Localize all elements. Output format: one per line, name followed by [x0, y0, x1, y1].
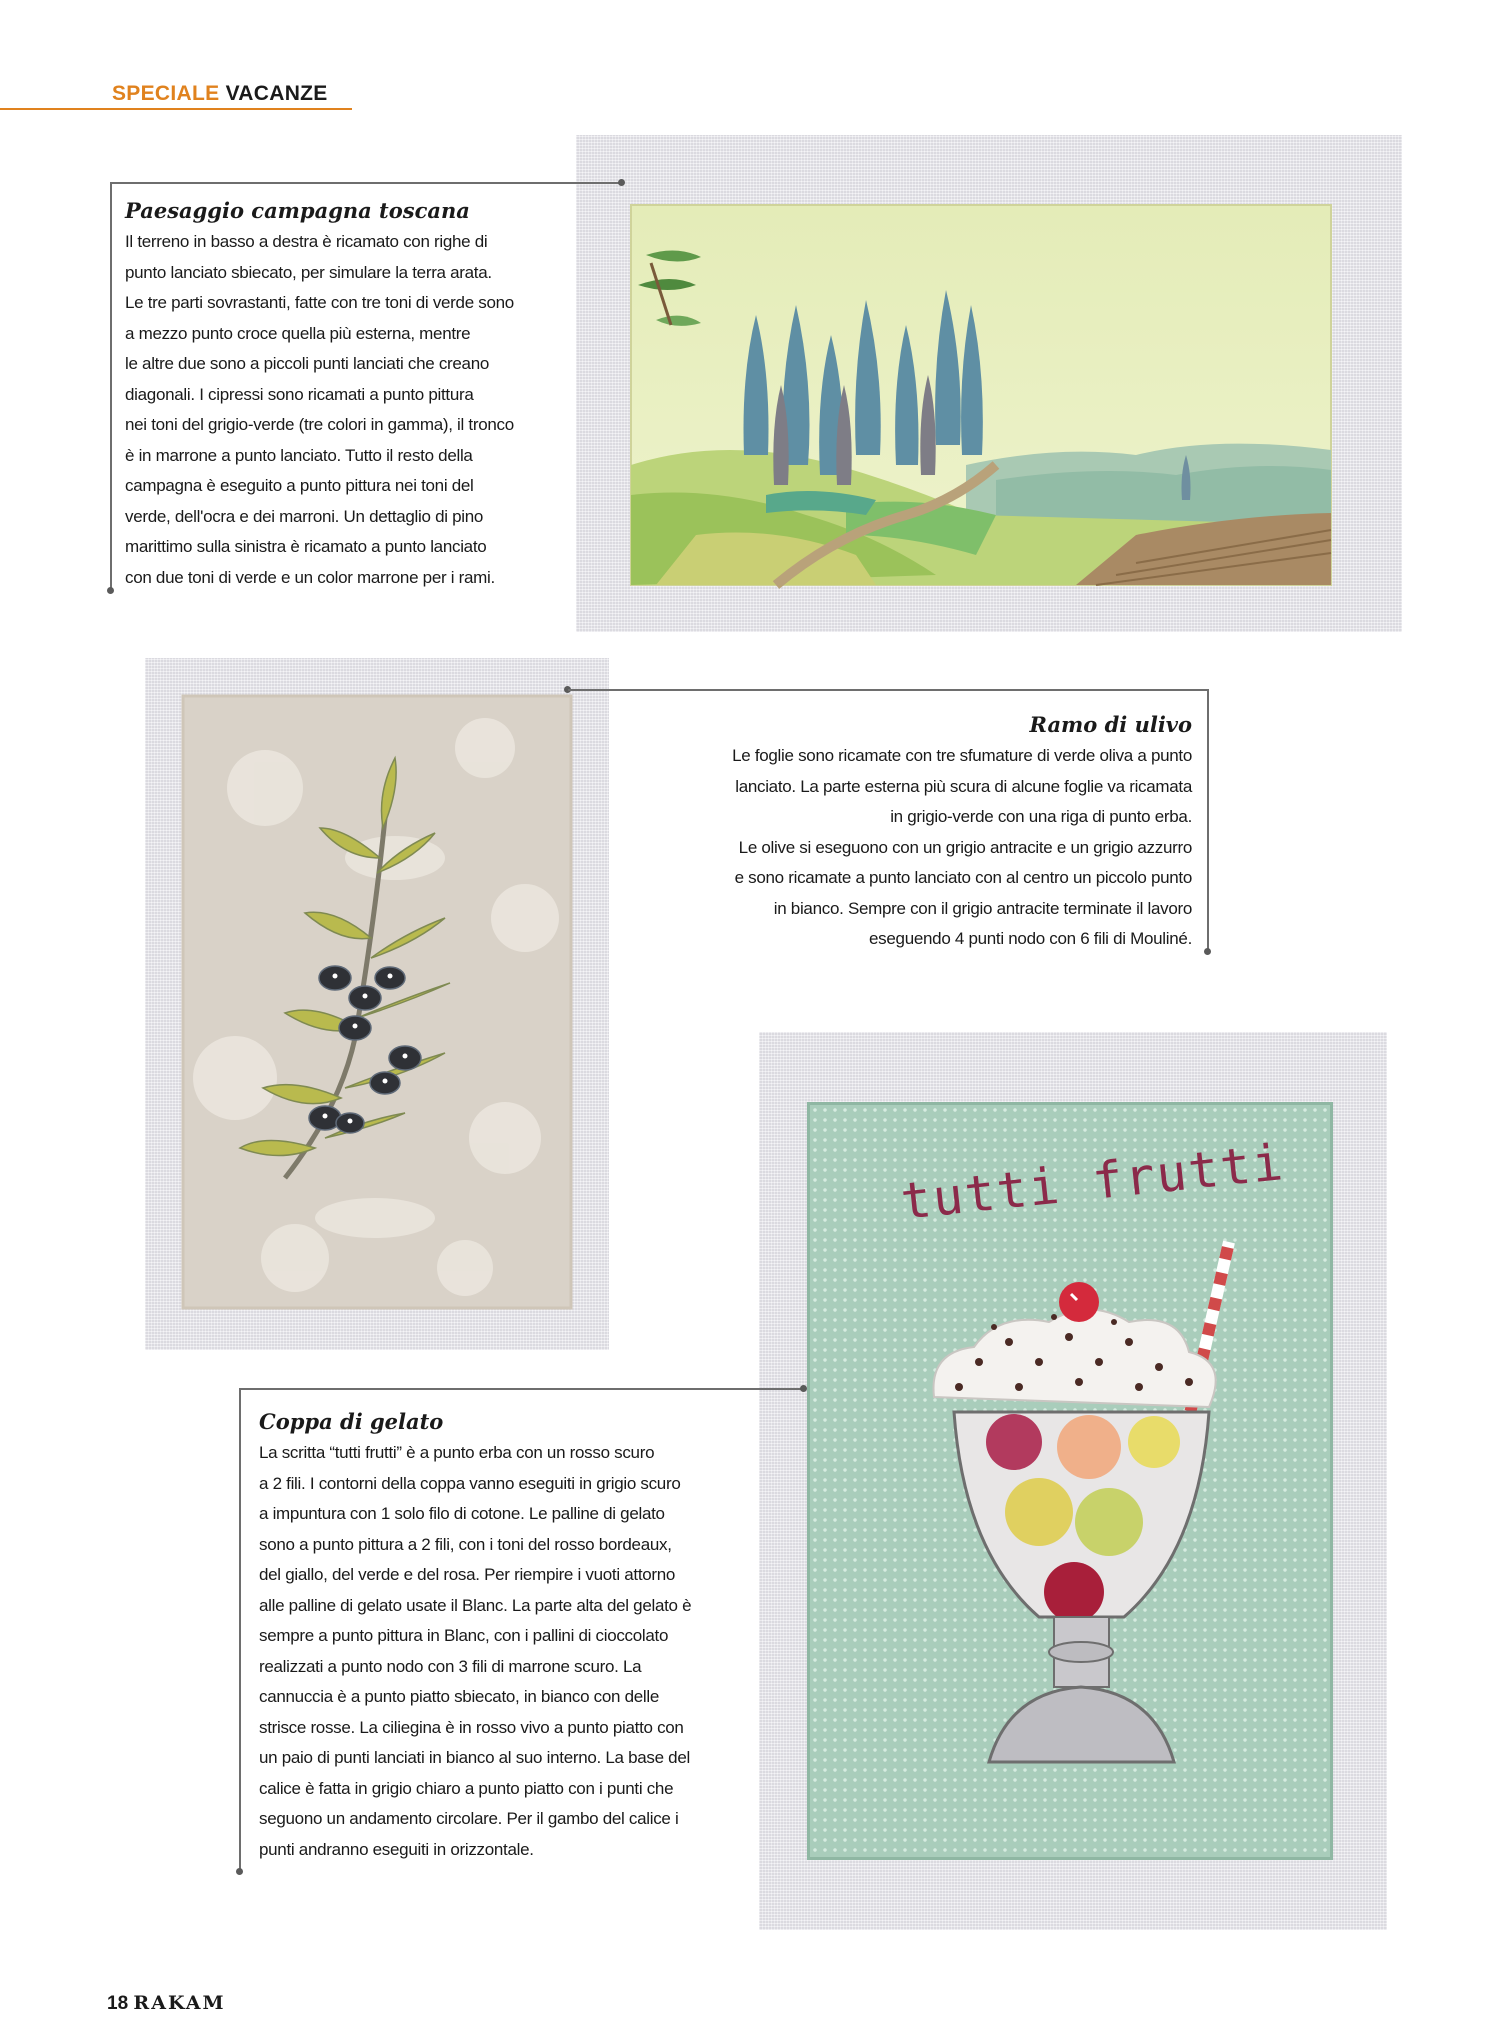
- tuscany-leader-dot-bottom: [107, 587, 114, 594]
- tuscany-landscape-illustration: [576, 135, 1402, 632]
- text-line: seguono un andamento circolare. Per il gambo del calice i: [259, 1809, 679, 1828]
- olive-description: [660, 712, 1192, 955]
- text-line: a mezzo punto croce quella più esterna, mentre: [125, 323, 471, 343]
- text-line: e sono ricamate a punto lanciato con al centro un piccolo punto: [734, 868, 1192, 887]
- text-line: Le tre parti sovrastanti, fatte con tre toni di verde sono: [125, 293, 514, 312]
- gelato-leader-top: [239, 1388, 804, 1390]
- text-line: Le foglie sono ricamate con tre sfumature di verde oliva a punto: [732, 746, 1192, 765]
- section-topic: VACANZE: [225, 82, 328, 105]
- olive-branch-illustration: [145, 658, 609, 1350]
- section-label: SPECIALE: [112, 82, 220, 105]
- text-line: La scritta “tutti frutti” è a punto erba con un rosso scuro: [259, 1443, 655, 1462]
- text-line: diagonali. I cipressi sono ricamati a punto pittura: [125, 384, 474, 404]
- text-line: realizzati a punto nodo con 3 fili di marrone scuro. La: [259, 1656, 642, 1676]
- tutti-frutti-lettering: tutti frutti: [898, 1133, 1288, 1231]
- header-rule: [0, 108, 352, 110]
- olive-embroidery-photo: [145, 658, 609, 1350]
- text-line: a impuntura con 1 solo filo di cotone. Le palline di gelato: [259, 1504, 665, 1523]
- text-line: campagna è eseguito a punto pittura nei toni del: [125, 476, 474, 495]
- gelato-title: Coppa di gelato: [259, 1409, 444, 1434]
- tuscany-leader-top: [110, 182, 622, 184]
- gelato-leader-dot-top: [800, 1385, 807, 1392]
- tuscany-description: [125, 198, 565, 593]
- section-header: [112, 82, 328, 106]
- text-line: in grigio-verde con una riga di punto erba.: [890, 807, 1192, 826]
- text-line: nei toni del grigio-verde (tre colori in gamma), il tronco: [125, 415, 514, 434]
- text-line: è in marrone a punto lanciato. Tutto il resto della: [125, 445, 473, 465]
- tuscany-title: Paesaggio campagna toscana: [125, 198, 470, 223]
- text-line: calice è fatta in grigio chiaro a punto piatto con i punti che: [259, 1778, 674, 1798]
- tuscany-leader-left: [110, 182, 112, 590]
- gelato-cup-illustration: [759, 1032, 1387, 1930]
- page-number: 18: [107, 1993, 129, 2014]
- text-line: del giallo, del verde e del rosa. Per riempire i vuoti attorno: [259, 1565, 676, 1584]
- tuscany-text: [125, 227, 565, 593]
- text-line: sono a punto pittura a 2 fili, con i toni del rosso bordeaux,: [259, 1534, 672, 1554]
- gelato-description: [259, 1409, 739, 1865]
- olive-title: Ramo di ulivo: [1029, 712, 1192, 737]
- text-line: un paio di punti lanciati in bianco al suo interno. La base del: [259, 1748, 690, 1767]
- olive-leader-right: [1207, 689, 1209, 951]
- text-line: eseguendo 4 punti nodo con 6 fili di Mouliné.: [869, 929, 1192, 948]
- gelato-leader-left: [239, 1388, 241, 1872]
- text-line: verde, dell'ocra e dei marroni. Un dettaglio di pino: [125, 506, 484, 526]
- text-line: sempre a punto pittura in Blanc, con i pallini di cioccolato: [259, 1626, 669, 1645]
- text-line: lanciato. La parte esterna più scura di alcune foglie va ricamata: [735, 776, 1192, 796]
- page-footer: [107, 1992, 225, 2015]
- text-line: a 2 fili. I contorni della coppa vanno eseguiti in grigio scuro: [259, 1473, 681, 1493]
- olive-text: [660, 741, 1192, 955]
- olive-leader-dot-bottom: [1204, 948, 1211, 955]
- gelato-text: [259, 1438, 739, 1865]
- text-line: strisce rosse. La ciliegina è in rosso vivo a punto piatto con: [259, 1717, 684, 1737]
- gelato-leader-dot-bottom: [236, 1868, 243, 1875]
- gelato-embroidery-photo: [759, 1032, 1387, 1930]
- text-line: punto lanciato sbiecato, per simulare la terra arata.: [125, 262, 492, 282]
- tuscany-embroidery-photo: [576, 135, 1402, 632]
- text-line: le altre due sono a piccoli punti lanciati che creano: [125, 354, 490, 373]
- text-line: Il terreno in basso a destra è ricamato con righe di: [125, 232, 488, 251]
- text-line: con due toni di verde e un color marrone per i rami.: [125, 567, 495, 587]
- olive-leader-top: [568, 689, 1209, 691]
- text-line: punti andranno eseguiti in orizzontale.: [259, 1839, 534, 1859]
- text-line: alle palline di gelato usate il Blanc. La parte alta del gelato è: [259, 1595, 692, 1615]
- text-line: cannuccia è a punto piatto sbiecato, in bianco con delle: [259, 1687, 659, 1706]
- text-line: marittimo sulla sinistra è ricamato a punto lanciato: [125, 537, 487, 556]
- text-line: Le olive si eseguono con un grigio antracite e un grigio azzurro: [738, 837, 1192, 857]
- text-line: in bianco. Sempre con il grigio antracite terminate il lavoro: [773, 898, 1192, 918]
- tuscany-leader-dot-top: [618, 179, 625, 186]
- magazine-brand: RAKAM: [133, 1992, 226, 2014]
